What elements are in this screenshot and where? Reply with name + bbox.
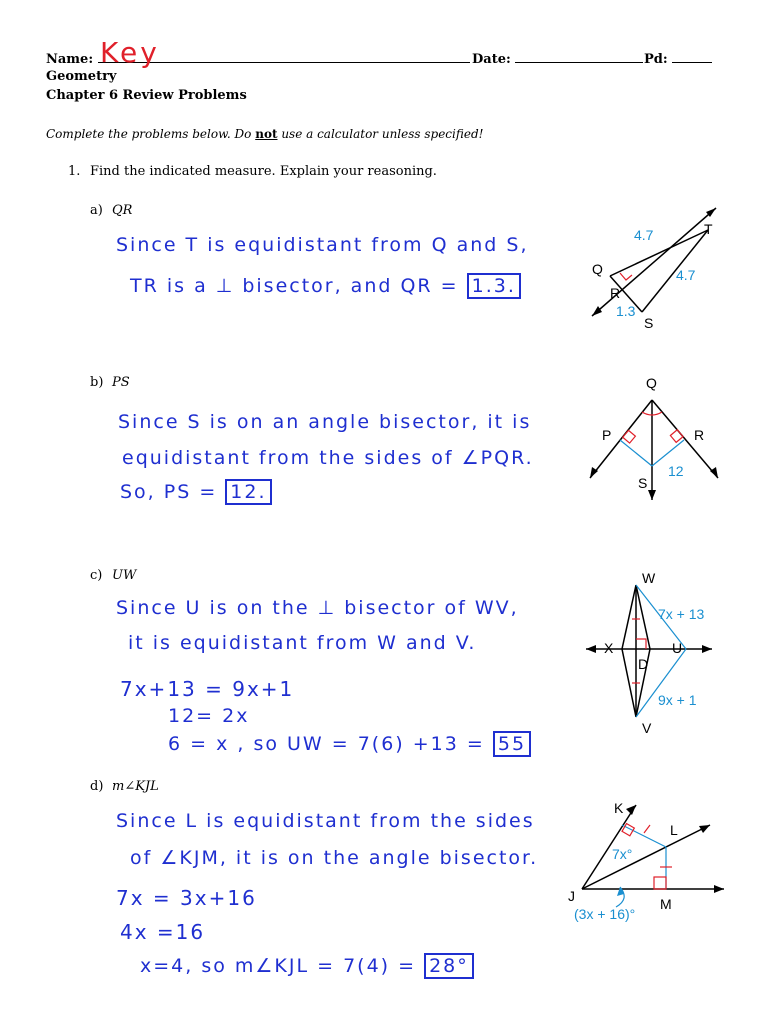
diagram-b-label-q: Q [646,375,657,391]
part-d-answer-line-1: Since L is equidistant from the sides [116,810,535,832]
part-c-answer-line-3: 7x+13 = 9x+1 [120,677,295,701]
date-row [472,50,643,67]
part-a-answer-text: TR is a ⊥ bisector, and QR = [130,275,459,297]
instructions [46,127,483,141]
part-d-label: m∠KJL [112,779,159,794]
part-b-letter: b) [90,375,104,390]
diagram-d-value-ljm: (3x + 16)° [574,906,636,922]
diagram-c-label-x: X [604,640,614,656]
part-a-boxed-answer: 1.3. [467,273,521,299]
part-d-answer-text: x=4, so m∠KJL = 7(4) = [140,955,417,977]
instructions-before: Complete the problems below. Do [46,127,256,141]
diagram-a-label-r: R [610,285,621,301]
part-d-letter: d) [90,779,104,794]
diagram-d-value-kjl: 7x° [612,846,633,862]
diagram-a-value-tq: 4.7 [634,227,654,243]
part-d-answer-line-4: 4x =16 [120,920,206,944]
part-c-answer-line-1: Since U is on the ⊥ bisector of WV, [116,597,519,619]
pd-row [644,50,712,67]
diagram-a-label-q: Q [592,261,603,277]
part-c-answer-line-5 [168,733,531,755]
part-d-answer-line-2: of ∠KJM, it is on the angle bisector. [130,847,539,869]
part-a-letter: a) [90,203,103,218]
part-c-answer-line-2: it is equidistant from W and V. [128,632,477,654]
diagram-d-label-j: J [568,888,575,904]
diagram-a-label-s: S [644,315,654,331]
date-line [515,50,643,63]
diagram-d-label-l: L [670,822,678,838]
diagram-b-value-rs: 12 [668,463,684,479]
part-c-letter: c) [90,568,103,583]
part-d-boxed-answer: 28° [424,953,474,979]
diagram-c-label-u: U [672,640,683,656]
chapter-title: Chapter 6 Review Problems [46,88,247,103]
diagram-b [580,370,730,510]
instructions-after: use a calculator unless specified! [277,127,484,141]
pd-line [672,50,712,63]
diagram-a-label-t: T [704,221,713,237]
name-handwritten: Key [100,36,160,69]
diagram-d-label-m: M [660,896,672,912]
diagram-c-label-v: V [642,720,652,736]
part-d-answer-line-3: 7x = 3x+16 [116,886,257,910]
diagram-a-value-ts: 4.7 [676,267,696,283]
problem-prompt: Find the indicated measure. Explain your reasoning. [90,164,437,179]
part-b-answer-line-2: equidistant from the sides of ∠PQR. [122,447,534,469]
part-a-label: QR [112,203,133,218]
problem-number: 1. [68,164,81,179]
part-b-answer-text: So, PS = [120,481,218,503]
date-label: Date: [472,52,511,67]
instructions-emphasis: not [255,127,278,141]
diagram-b-label-s: S [638,475,648,491]
diagram-c [580,565,730,740]
part-c-answer-line-4: 12= 2x [168,705,250,727]
part-b-label: PS [112,375,130,390]
diagram-c-label-w: W [642,570,656,586]
diagram-b-label-r: R [694,427,705,443]
diagram-c-value-uv: 9x + 1 [658,692,697,708]
diagram-c-value-wu: 7x + 13 [658,606,705,622]
part-b-answer-line-3 [120,481,272,503]
part-c-label: UW [112,568,137,583]
diagram-d-label-k: K [614,800,624,816]
pd-label: Pd: [644,52,668,67]
part-a-answer-line-1: Since T is equidistant from Q and S, [116,234,529,256]
name-label: Name: [46,52,94,67]
part-c-boxed-answer: 55 [493,731,531,757]
course-title: Geometry [46,69,117,84]
part-c-answer-text: 6 = x , so UW = 7(6) +13 = [168,733,485,755]
part-a-answer-line-2 [130,275,521,297]
diagram-b-label-p: P [602,427,612,443]
diagram-a-value-rs: 1.3 [616,303,636,319]
diagram-d [560,795,740,935]
part-b-answer-line-1: Since S is on an angle bisector, it is [118,411,532,433]
part-b-boxed-answer: 12. [225,479,271,505]
part-d-answer-line-5 [140,955,474,977]
diagram-c-label-d: D [638,656,649,672]
diagram-a [580,200,730,350]
